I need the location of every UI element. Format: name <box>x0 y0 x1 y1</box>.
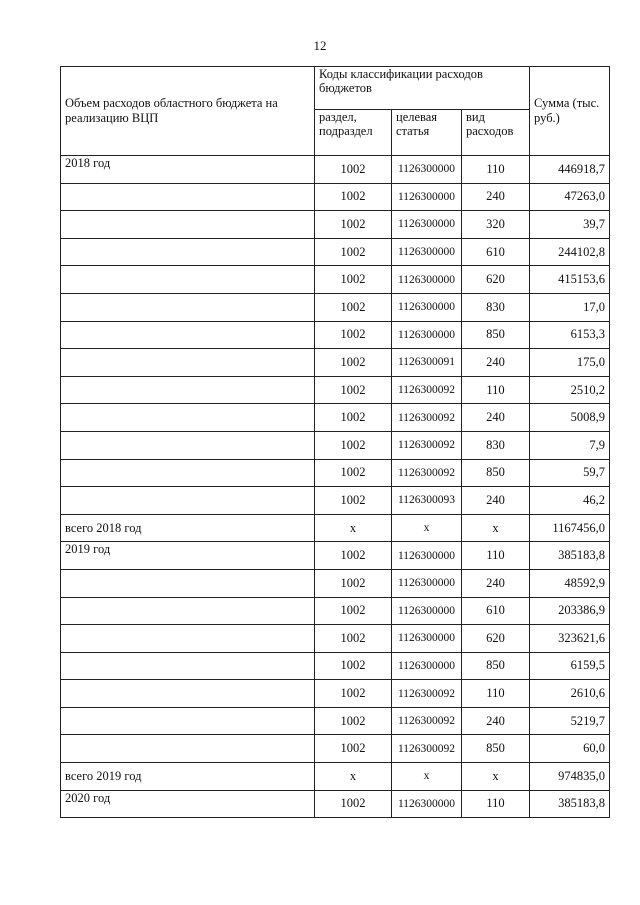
expense-kind-cell: 110 <box>462 376 530 404</box>
target-code-cell: х <box>392 763 462 791</box>
expense-kind-cell: х <box>462 763 530 791</box>
budget-table <box>60 66 610 818</box>
section-code-cell: 1002 <box>315 625 392 653</box>
total-sum-cell: 974835,0 <box>530 763 610 791</box>
sum-cell: 244102,8 <box>530 238 610 266</box>
year-label-continued <box>61 321 315 349</box>
page-number: 12 <box>313 38 327 53</box>
target-code-cell: 1126300000 <box>392 156 462 184</box>
year-label-continued <box>61 652 315 680</box>
year-label: 2019 год <box>61 542 315 570</box>
table-row <box>61 211 610 239</box>
section-code-cell: 1002 <box>315 293 392 321</box>
year-label-continued <box>61 404 315 432</box>
target-code-cell: 1126300000 <box>392 569 462 597</box>
sum-cell: 17,0 <box>530 293 610 321</box>
sum-cell: 6159,5 <box>530 652 610 680</box>
year-label-continued <box>61 183 315 211</box>
sum-cell: 175,0 <box>530 349 610 377</box>
target-code-cell: 1126300000 <box>392 625 462 653</box>
table-row <box>61 183 610 211</box>
sum-cell: 46,2 <box>530 487 610 515</box>
section-code-cell: 1002 <box>315 321 392 349</box>
table-row <box>61 459 610 487</box>
expense-kind-cell: 610 <box>462 597 530 625</box>
total-row <box>61 514 610 542</box>
sum-cell: 203386,9 <box>530 597 610 625</box>
table-row <box>61 542 610 570</box>
header-section: раздел, подраздел <box>315 110 392 156</box>
section-code-cell: 1002 <box>315 211 392 239</box>
sum-cell: 2510,2 <box>530 376 610 404</box>
target-code-cell: 1126300000 <box>392 542 462 570</box>
expense-kind-cell: 240 <box>462 487 530 515</box>
table-row <box>61 652 610 680</box>
sum-cell: 385183,8 <box>530 542 610 570</box>
expense-kind-cell: 850 <box>462 459 530 487</box>
year-label-continued <box>61 569 315 597</box>
section-code-cell: 1002 <box>315 349 392 377</box>
table-row <box>61 376 610 404</box>
sum-cell: 39,7 <box>530 211 610 239</box>
table-row <box>61 404 610 432</box>
section-code-cell: 1002 <box>315 487 392 515</box>
year-label-continued <box>61 266 315 294</box>
year-label-continued <box>61 680 315 708</box>
target-code-cell: 1126300000 <box>392 790 462 818</box>
sum-cell: 323621,6 <box>530 625 610 653</box>
expense-kind-cell: 620 <box>462 266 530 294</box>
sum-cell: 5219,7 <box>530 707 610 735</box>
expense-kind-cell: 110 <box>462 156 530 184</box>
expense-kind-cell: 850 <box>462 321 530 349</box>
table-row <box>61 431 610 459</box>
table-body <box>61 156 610 818</box>
target-code-cell: 1126300092 <box>392 707 462 735</box>
target-code-cell: х <box>392 514 462 542</box>
target-code-cell: 1126300091 <box>392 349 462 377</box>
expense-kind-cell: 320 <box>462 211 530 239</box>
sum-cell: 5008,9 <box>530 404 610 432</box>
table-row <box>61 680 610 708</box>
section-code-cell: 1002 <box>315 404 392 432</box>
total-label: всего 2018 год <box>61 514 315 542</box>
section-code-cell: 1002 <box>315 376 392 404</box>
year-label: 2020 год <box>61 790 315 818</box>
year-label-continued <box>61 459 315 487</box>
target-code-cell: 1126300092 <box>392 735 462 763</box>
section-code-cell: 1002 <box>315 266 392 294</box>
table-row <box>61 707 610 735</box>
table-row <box>61 238 610 266</box>
year-label-continued <box>61 735 315 763</box>
expense-kind-cell: 240 <box>462 569 530 597</box>
table-row <box>61 321 610 349</box>
header-codes: Коды классификации расходов бюджетов <box>315 67 530 110</box>
year-label-continued <box>61 349 315 377</box>
expense-kind-cell: 240 <box>462 404 530 432</box>
header-target: целевая статья <box>392 110 462 156</box>
sum-cell: 7,9 <box>530 431 610 459</box>
target-code-cell: 1126300000 <box>392 597 462 625</box>
header-kind: вид расходов <box>462 110 530 156</box>
table-row <box>61 735 610 763</box>
sum-cell: 415153,6 <box>530 266 610 294</box>
table-row <box>61 487 610 515</box>
sum-cell: 48592,9 <box>530 569 610 597</box>
sum-cell: 47263,0 <box>530 183 610 211</box>
expense-kind-cell: х <box>462 514 530 542</box>
year-label-continued <box>61 707 315 735</box>
target-code-cell: 1126300000 <box>392 652 462 680</box>
year-label-continued <box>61 211 315 239</box>
section-code-cell: 1002 <box>315 459 392 487</box>
sum-cell: 385183,8 <box>530 790 610 818</box>
section-code-cell: 1002 <box>315 652 392 680</box>
section-code-cell: 1002 <box>315 790 392 818</box>
target-code-cell: 1126300092 <box>392 404 462 432</box>
target-code-cell: 1126300000 <box>392 238 462 266</box>
sum-cell: 59,7 <box>530 459 610 487</box>
sum-cell: 6153,3 <box>530 321 610 349</box>
target-code-cell: 1126300000 <box>392 266 462 294</box>
expense-kind-cell: 830 <box>462 431 530 459</box>
header-volume: Объем расходов областного бюджета на реализацию ВЦП <box>61 67 315 156</box>
expense-kind-cell: 850 <box>462 735 530 763</box>
expense-kind-cell: 830 <box>462 293 530 321</box>
year-label-continued <box>61 293 315 321</box>
section-code-cell: х <box>315 514 392 542</box>
table-row <box>61 790 610 818</box>
table-row <box>61 349 610 377</box>
expense-kind-cell: 240 <box>462 707 530 735</box>
section-code-cell: х <box>315 763 392 791</box>
target-code-cell: 1126300092 <box>392 680 462 708</box>
target-code-cell: 1126300000 <box>392 183 462 211</box>
table-row <box>61 597 610 625</box>
table-row <box>61 625 610 653</box>
table-row <box>61 293 610 321</box>
section-code-cell: 1002 <box>315 597 392 625</box>
year-label-continued <box>61 487 315 515</box>
section-code-cell: 1002 <box>315 707 392 735</box>
expense-kind-cell: 850 <box>462 652 530 680</box>
expense-kind-cell: 110 <box>462 680 530 708</box>
section-code-cell: 1002 <box>315 238 392 266</box>
expense-kind-cell: 240 <box>462 183 530 211</box>
expense-kind-cell: 240 <box>462 349 530 377</box>
total-sum-cell: 1167456,0 <box>530 514 610 542</box>
section-code-cell: 1002 <box>315 569 392 597</box>
expense-kind-cell: 610 <box>462 238 530 266</box>
table-row <box>61 156 610 184</box>
target-code-cell: 1126300000 <box>392 321 462 349</box>
year-label-continued <box>61 625 315 653</box>
table-row <box>61 569 610 597</box>
year-label-continued <box>61 376 315 404</box>
target-code-cell: 1126300000 <box>392 293 462 321</box>
header-sum: Сумма (тыс. руб.) <box>530 67 610 156</box>
total-row <box>61 763 610 791</box>
section-code-cell: 1002 <box>315 156 392 184</box>
year-label-continued <box>61 238 315 266</box>
expense-kind-cell: 620 <box>462 625 530 653</box>
section-code-cell: 1002 <box>315 680 392 708</box>
section-code-cell: 1002 <box>315 735 392 763</box>
target-code-cell: 1126300092 <box>392 376 462 404</box>
target-code-cell: 1126300092 <box>392 431 462 459</box>
year-label-continued <box>61 597 315 625</box>
sum-cell: 2610,6 <box>530 680 610 708</box>
sum-cell: 60,0 <box>530 735 610 763</box>
target-code-cell: 1126300093 <box>392 487 462 515</box>
target-code-cell: 1126300092 <box>392 459 462 487</box>
expense-kind-cell: 110 <box>462 542 530 570</box>
target-code-cell: 1126300000 <box>392 211 462 239</box>
table-row <box>61 266 610 294</box>
sum-cell: 446918,7 <box>530 156 610 184</box>
section-code-cell: 1002 <box>315 183 392 211</box>
year-label-continued <box>61 431 315 459</box>
section-code-cell: 1002 <box>315 542 392 570</box>
expense-kind-cell: 110 <box>462 790 530 818</box>
total-label: всего 2019 год <box>61 763 315 791</box>
section-code-cell: 1002 <box>315 431 392 459</box>
year-label: 2018 год <box>61 156 315 184</box>
